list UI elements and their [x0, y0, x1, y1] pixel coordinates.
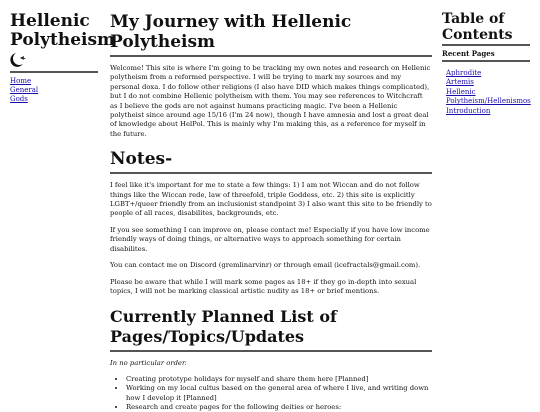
toc-link-artemis[interactable]: Artemis	[446, 78, 474, 87]
toc-title: Table of Contents	[442, 12, 530, 46]
intro-paragraph: Welcome! This site is where I'm going to be tracking my own notes and research on Hellenic polytheism from a reformed perspective. I will be trying to mark my sources and my personal doxa. I do follow other religions (I also have DID which makes things complicated), but I do not combine Hellenic polytheism with them. You may see references to Witchcraft as I believe the gods are not against humans practicing magic. I've been a Hellenic polytheist since around age 15/16 (I'm 24 now), though I have amnesia and lost a great deal of knowledge about HelPol. This is mainly why I'm making this, as a reference for myself in the future.	[110, 64, 431, 138]
notes-paragraph: Please be aware that while I will mark some pages as 18+ if they go in-depth into sexual topics, I will not be marking classical artistic nudity as 18+ or brief mentions.	[110, 277, 417, 295]
page-title: My Journey with Hellenic Polytheism	[110, 12, 432, 57]
moon-and-bird-icon	[10, 52, 32, 68]
recent-pages-label: Recent Pages	[442, 49, 530, 62]
main-content	[110, 12, 432, 412]
nav-link-general[interactable]: General	[10, 86, 39, 94]
toc-link-hellenic-polytheism[interactable]: Hellenic Polytheism/Hellenismos	[446, 87, 531, 106]
notes-paragraph: You can contact me on Discord (gremlinarvinr) or through email (icefractals@gmail.com).	[110, 261, 421, 270]
notes-paragraph: If you see something I can improve on, please contact me! Especially if you have low income friendly ways of doing things, or alternative ways to approach something for certain disabilites.	[110, 225, 430, 253]
notes-paragraph: I feel like it's important for me to state a few things: 1) I am not Wiccan and do not follow things like the Wiccan rede, law of threefold, triple Goddess, etc. 2) this site is explicitly LGBT+/queer friendly from an inclusionist standpoint 3) I also want this site to be friendly to people of all races, disabilites, backgrounds, etc.	[110, 181, 432, 218]
order-note: In no particular order.	[110, 359, 187, 368]
nav-link-gods[interactable]: Gods	[10, 95, 28, 103]
planned-pages-heading: Currently Planned List of Pages/Topics/Updates	[110, 307, 432, 352]
nav-link-home[interactable]: Home	[10, 77, 32, 85]
list-item: • Research and create pages for the following deities or heroes:	[126, 403, 432, 412]
list-item: • Working on my local cultus based on the general area of where I live, and writing down how I develop it [Planned]	[126, 384, 432, 403]
toc-link-introduction[interactable]: Introduction	[446, 106, 491, 115]
left-nav	[10, 77, 98, 104]
recent-pages-list	[442, 69, 530, 116]
site-title: Hellenic Polytheism	[10, 11, 116, 50]
planned-list	[110, 375, 432, 412]
list-item: • Creating prototype holidays for myself and share them here [Planned]	[126, 375, 432, 384]
table-of-contents	[442, 12, 530, 116]
toc-link-aphrodite[interactable]: Aphrodite	[446, 69, 482, 77]
sidebar-divider	[10, 71, 98, 73]
left-sidebar	[10, 11, 116, 104]
notes-heading: Notes-	[110, 149, 432, 174]
